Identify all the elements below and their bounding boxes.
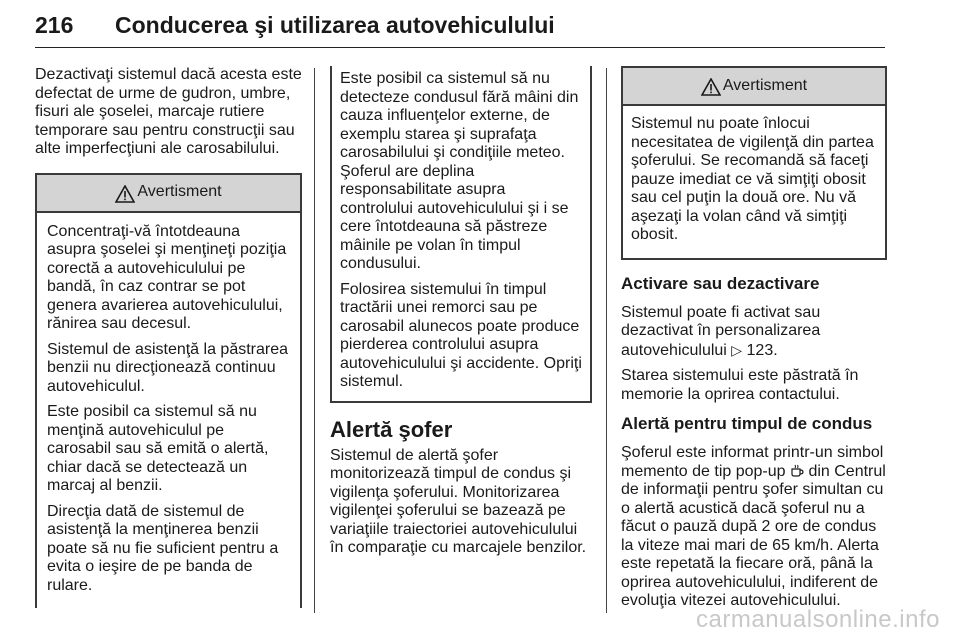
- warning-paragraph: Sistemul de asistenţă la păstrarea benzii nu direcţionează continuu autovehiculul.: [47, 340, 289, 395]
- alert-text-part2: din Centrul de informaţii pentru şofer simultan cu o alertă acustică dacă şoferul nu a făcut o pauză după 2 ore de condus la viteze mai mari de 65 km/h. Alerta este repetată la fiecare oră, până la oprirea autovehiculului, indiferent de evoluţia vitezei autovehiculului.: [621, 462, 886, 609]
- warning-triangle-icon: [701, 78, 721, 96]
- page-reference-arrow-icon: ▷: [731, 341, 743, 358]
- warning-triangle-icon: [115, 185, 135, 203]
- driving-time-paragraph: [621, 444, 887, 611]
- column-3: [621, 66, 887, 618]
- warning-paragraph: Este posibil ca sistemul să nu detecteze condusul fără mâini din cauza influenţelor externe, de exemplu starea şi suprafaţa carosabilului şi condiţiile meteo. Şoferul are deplina responsabilitate asupra controlului autovehiculului şi i se cere întotdeauna să păstreze mâinile pe volan în timpul condusului.: [340, 70, 579, 272]
- activation-text: Sistemul poate fi activat sau dezactivat în personalizarea autovehiculului: [621, 303, 821, 359]
- warning-title: Avertisment: [722, 76, 808, 94]
- warning-paragraph: Folosirea sistemului în timpul tractării unei remorci sau pe carosabil alunecos poate produce pierderea controlului asupra autovehiculului şi accidente. Opriţi sistemul.: [340, 280, 582, 390]
- page-header: [35, 8, 885, 48]
- column-2: [330, 66, 592, 565]
- warning-box-1: [35, 173, 302, 609]
- activation-paragraph: [621, 304, 887, 361]
- warning-title: Avertisment: [137, 183, 222, 201]
- section-heading-activation: Activare sau dezactivare: [621, 273, 820, 293]
- intro-paragraph: Dezactivaţi sistemul dacă acesta este defectat de urme de gudron, umbre, fisuri ale şoselei, marcaje rutiere temporare sau pentru construcţii sau alte imperfecţiuni ale carosabilului.: [35, 66, 302, 157]
- warning-paragraph: Direcţia dată de sistemul de asistenţă la menţinerea benzii poate să nu fie suficient pentru a evita o ieşire de pe banda de rulare.: [47, 502, 279, 594]
- page-reference-link[interactable]: 123.: [746, 341, 778, 359]
- column-divider-1: [314, 68, 315, 613]
- driver-alert-paragraph: Sistemul de alertă şofer monitorizează timpul de condus şi vigilenţa şoferului. Monitorizarea vigilenţei şoferului se bazează pe variaţiile traiectoriei autovehiculului în comparaţie cu marcajele benzilor.: [330, 446, 587, 556]
- warning-header: [37, 175, 300, 213]
- warning-box-2: [621, 66, 887, 260]
- page-title: Conducerea şi utilizarea autovehiculului: [115, 12, 555, 38]
- warning-paragraph: Concentraţi-vă întotdeauna asupra şoselei şi menţineţi poziţia corectă a autovehiculului pe bandă, în caz contrar se pot genera avarierea autovehiculului, rănirea sau decesul.: [47, 222, 287, 332]
- coffee-cup-icon: [790, 463, 804, 480]
- warning-paragraph: Este posibil ca sistemul să nu menţină autovehiculul pe carosabil sau să emită o alertă, chiar dacă se detectează un marcaj al benzii.: [47, 403, 269, 494]
- column-1: [35, 66, 302, 622]
- watermark-logo: carmanualsonline.info: [696, 606, 940, 633]
- warning-body: [623, 106, 885, 258]
- section-heading-driver-alert: Alertă şofer: [330, 416, 453, 442]
- section-heading-driving-time-alert: Alertă pentru timpul de condus: [621, 414, 873, 433]
- warning-header: [623, 68, 885, 106]
- warning-paragraph: Sistemul nu poate înlocui necesitatea de vigilenţă din partea şoferului. Se recomandă să faceţi pauze imediat ce vă simţiţi obosit sau cel puţin la două ore. Nu vă aşezaţi la volan când vă simţiţi obosit.: [631, 115, 874, 243]
- warning-box-continued: [330, 66, 592, 403]
- page-number: 216: [35, 12, 74, 38]
- memory-paragraph: Starea sistemului este păstrată în memorie la oprirea contactului.: [621, 367, 859, 403]
- column-divider-2: [606, 68, 607, 613]
- alert-text-part1: Şoferul este informat printr-un simbol memento de tip pop-up: [621, 444, 884, 480]
- warning-body: [37, 213, 300, 609]
- warning-body: [332, 66, 590, 401]
